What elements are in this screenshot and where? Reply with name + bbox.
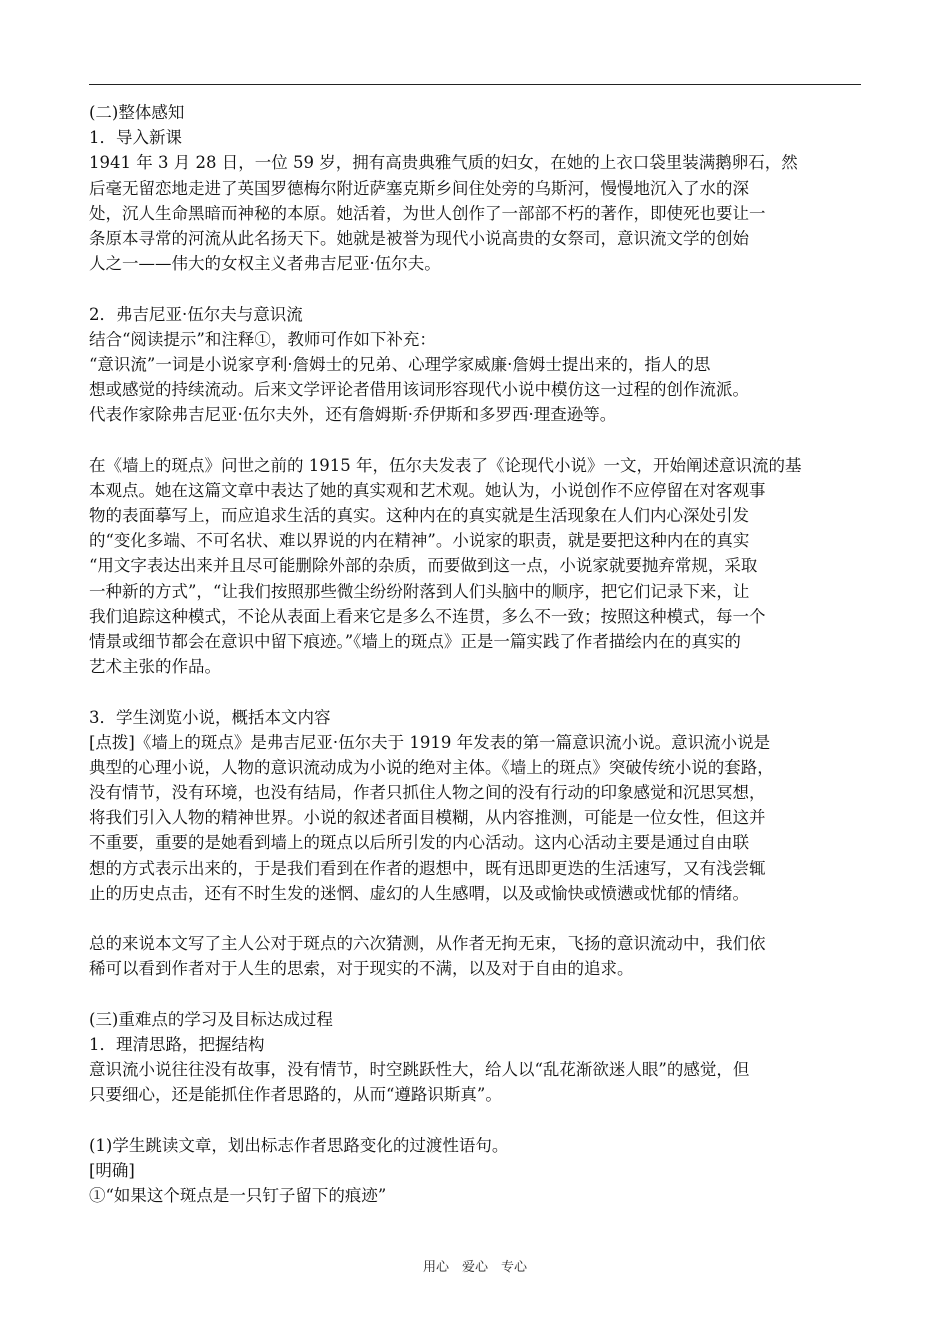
document-body bbox=[89, 100, 861, 1208]
paragraph-line: 人之一——伟大的女权主义者弗吉尼亚·伍尔夫。 bbox=[89, 254, 441, 274]
paragraph-spacer bbox=[89, 906, 861, 931]
paragraph-line: (1)学生跳读文章，划出标志作者思路变化的过渡性语句。 bbox=[89, 1135, 509, 1155]
paragraph-line: 没有情节，没有环境，也没有结局，作者只抓住人物之间的没有行动的印象感觉和沉思冥想， bbox=[89, 783, 766, 803]
paragraph-spacer bbox=[89, 427, 861, 452]
paragraph-line: 结合“阅读提示”和注释①，教师可作如下补充： bbox=[89, 329, 436, 349]
paragraph-line: 后毫无留恋地走进了英国罗德梅尔附近萨塞克斯乡间住处旁的乌斯河，慢慢地沉入了水的深 bbox=[89, 178, 749, 198]
paragraph-spacer bbox=[89, 1108, 861, 1133]
paragraph-line: 我们追踪这种模式，不论从表面上看来它是多么不连贯，多么不一致；按照这种模式，每一个 bbox=[89, 606, 766, 626]
paragraph-line: 艺术主张的作品。 bbox=[89, 657, 221, 677]
paragraph-spacer bbox=[89, 276, 861, 301]
paragraph-line: 典型的心理小说，人物的意识流动成为小说的绝对主体。《墙上的斑点》突破传统小说的套路， bbox=[89, 757, 774, 777]
paragraph-line: 情景或细节都会在意识中留下痕迹。”《墙上的斑点》正是一篇实践了作者描绘内在的真实的 bbox=[89, 631, 741, 651]
subsection-title: 2．弗吉尼亚·伍尔夫与意识流 bbox=[89, 304, 303, 324]
paragraph-line: 只要细心，还是能抓住作者思路的，从而“遵路识斯真”。 bbox=[89, 1085, 502, 1105]
subsection-title: 1．导入新课 bbox=[89, 128, 182, 148]
paragraph-line: 代表作家除弗吉尼亚·伍尔夫外，还有詹姆斯·乔伊斯和多罗西·理查逊等。 bbox=[89, 405, 617, 425]
paragraph-line: 一种新的方式”，“让我们按照那些微尘纷纷附落到人们头脑中的顺序，把它们记录下来，让 bbox=[89, 581, 750, 601]
header-rule bbox=[89, 84, 861, 85]
subsection-title: 3．学生浏览小说，概括本文内容 bbox=[89, 707, 331, 727]
paragraph-line: “用文字表达出来并且尽可能删除外部的杂质，而要做到这一点，小说家就要抛弃常规，采取 bbox=[89, 556, 758, 576]
paragraph-line: 想或感觉的持续流动。后来文学评论者借用该词形容现代小说中模仿这一过程的创作流派。 bbox=[89, 380, 749, 400]
section-heading: (二)整体感知 bbox=[89, 103, 185, 122]
paragraph-line: 条原本寻常的河流从此名扬天下。她就是被誉为现代小说高贵的女祭司，意识流文学的创始 bbox=[89, 228, 749, 248]
paragraph-line: 在《墙上的斑点》问世之前的 1915 年，伍尔夫发表了《论现代小说》一文，开始阐述意识流的基 bbox=[89, 455, 802, 475]
paragraph-line: [点拨]《墙上的斑点》是弗吉尼亚·伍尔夫于 1919 年发表的第一篇意识流小说。意识流小说是 bbox=[89, 732, 771, 752]
paragraph-line: 稀可以看到作者对于人生的思索，对于现实的不满，以及对于自由的追求。 bbox=[89, 959, 634, 979]
paragraph-line: 本观点。她在这篇文章中表达了她的真实观和艺术观。她认为，小说创作不应停留在对客观事 bbox=[89, 480, 766, 500]
paragraph-line: [明确] bbox=[89, 1160, 135, 1180]
paragraph-line: 的“变化多端、不可名状、难以界说的内在精神”。小说家的职责，就是要把这种内在的真实 bbox=[89, 531, 750, 551]
paragraph-line: 处，沉人生命黑暗而神秘的本原。她活着，为世人创作了一部部不朽的著作，即使死也要让一 bbox=[89, 203, 766, 223]
paragraph-line: 将我们引入人物的精神世界。小说的叙述者面目模糊，从内容推测，可能是一位女性，但这并 bbox=[89, 808, 766, 828]
paragraph-line: “意识流”一词是小说家亨利·詹姆士的兄弟、心理学家威廉·詹姆士提出来的，指人的思 bbox=[89, 354, 711, 374]
paragraph-spacer bbox=[89, 679, 861, 704]
paragraph-line: ①“如果这个斑点是一只钉子留下的痕迹” bbox=[89, 1186, 387, 1206]
page-footer: 用心 爱心 专心 bbox=[422, 1260, 527, 1275]
paragraph-line: 想的方式表示出来的，于是我们看到在作者的遐想中，既有迅即更迭的生活速写，又有浅尝辄 bbox=[89, 858, 766, 878]
paragraph-line: 止的历史点击，还有不时生发的迷惘、虚幻的人生感喟，以及或愉快或愤懑或忧郁的情绪。 bbox=[89, 883, 749, 903]
section-heading: (三)重难点的学习及目标达成过程 bbox=[89, 1009, 333, 1029]
paragraph-spacer bbox=[89, 982, 861, 1007]
subsection-title: 1．理清思路，把握结构 bbox=[89, 1034, 265, 1054]
paragraph-line: 意识流小说往往没有故事，没有情节，时空跳跃性大，给人以“乱花渐欲迷人眼”的感觉，但 bbox=[89, 1060, 750, 1080]
paragraph-line: 物的表面摹写上，而应追求生活的真实。这种内在的真实就是生活现象在人们内心深处引发 bbox=[89, 506, 749, 525]
paragraph-line: 总的来说本文写了主人公对于斑点的六次猜测，从作者无拘无束，飞扬的意识流动中，我们依 bbox=[89, 934, 766, 954]
paragraph-line: 1941 年 3 月 28 日，一位 59 岁，拥有高贵典雅气质的妇女，在她的上衣口袋里装满鹅卵石，然 bbox=[89, 153, 798, 173]
paragraph-line: 不重要，重要的是她看到墙上的斑点以后所引发的内心活动。这内心活动主要是通过自由联 bbox=[89, 833, 749, 853]
